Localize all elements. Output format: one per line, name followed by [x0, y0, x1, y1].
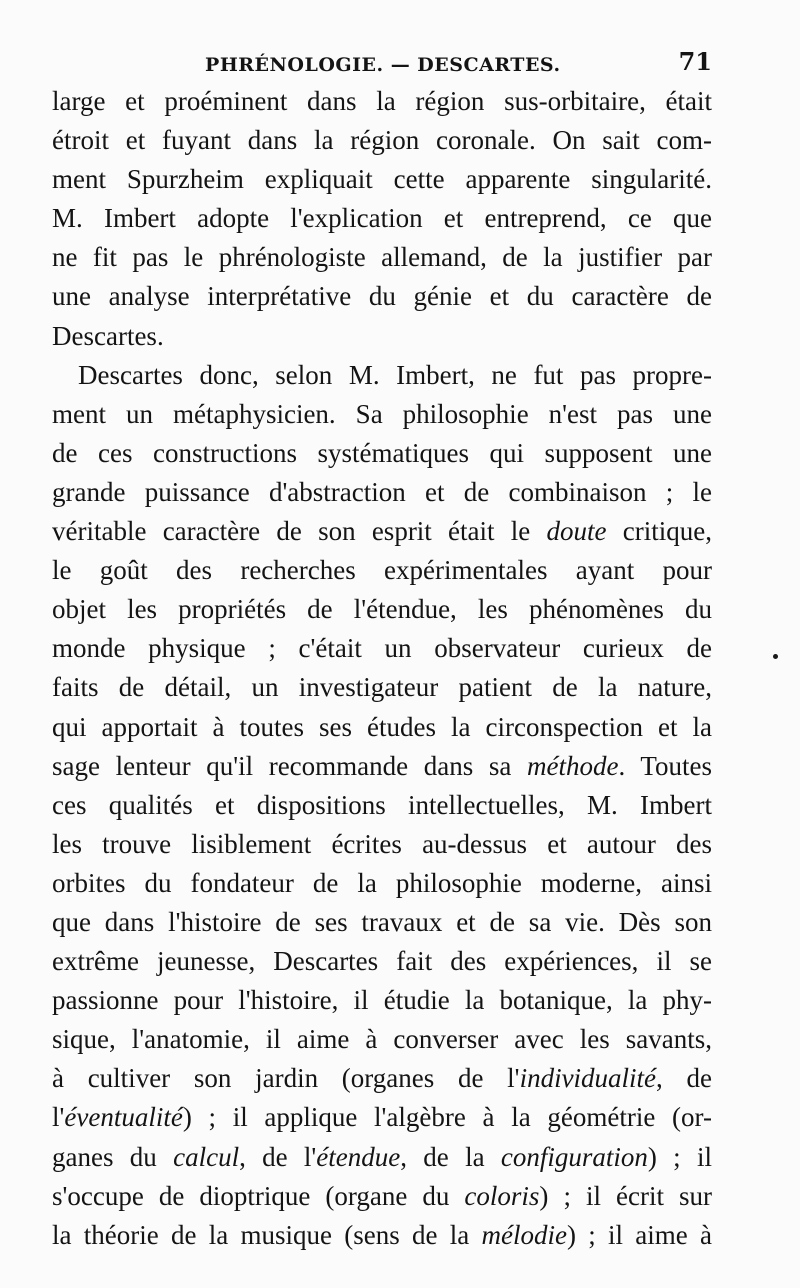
italic-term: configuration	[500, 1141, 648, 1172]
italic-term: coloris	[464, 1180, 540, 1211]
text-line	[52, 434, 712, 473]
text-run: sique, l'anatomie, il aime à converser avec les savants,	[52, 1024, 712, 1055]
text-run: que dans l'histoire de ses travaux et de sa vie. Dès son	[52, 906, 712, 937]
text-run: véritable caractère de son esprit était le	[52, 516, 547, 547]
text-line	[52, 942, 712, 981]
text-line	[52, 160, 712, 199]
text-run: ganes du	[52, 1141, 174, 1172]
text-line	[52, 82, 712, 121]
text-run: . Toutes	[618, 750, 712, 781]
italic-term: mélodie	[481, 1219, 567, 1250]
text-run: les trouve lisiblement écrites au-dessus et autour des	[52, 828, 712, 859]
text-line	[52, 395, 712, 434]
text-run: le goût des recherches expérimentales ayant pour	[52, 555, 712, 586]
running-head	[52, 42, 712, 76]
text-run: sage lenteur qu'il recommande dans sa	[52, 750, 528, 781]
text-line	[52, 590, 712, 629]
italic-term: méthode	[527, 750, 619, 781]
text-run: faits de détail, un investigateur patient de la nature,	[52, 672, 712, 703]
text-run: l'	[52, 1102, 65, 1133]
text-line	[52, 473, 712, 512]
text-line	[52, 238, 712, 277]
text-line	[52, 121, 712, 160]
text-line	[52, 1098, 712, 1137]
text-run: ne fit pas le phrénologiste allemand, de la justifier par	[52, 242, 712, 273]
italic-term: doute	[546, 516, 607, 547]
text-line	[52, 1177, 712, 1216]
text-run: monde physique ; c'était un observateur curieux de	[52, 633, 712, 664]
text-line	[52, 747, 712, 786]
text-run: objet les propriétés de l'étendue, les phénomènes du	[52, 594, 712, 625]
text-run: qui apportait à toutes ses études la circonspection et la	[52, 711, 712, 742]
text-line	[52, 551, 712, 590]
italic-term: étendue	[316, 1141, 401, 1172]
text-run: passionne pour l'histoire, il étudie la botanique, la phy-	[52, 985, 712, 1016]
ink-speck	[773, 654, 778, 659]
text-run: , de la	[400, 1141, 501, 1172]
text-line	[52, 356, 712, 395]
text-run: critique,	[606, 516, 712, 547]
text-run: à cultiver son jardin (organes de l'	[52, 1063, 520, 1094]
text-line	[52, 512, 712, 551]
text-run: M. Imbert adopte l'explication et entreprend, ce que	[52, 203, 712, 234]
text-line	[52, 1138, 712, 1177]
text-run: étroit et fuyant dans la région coronale. On sait com-	[52, 125, 712, 156]
text-line	[52, 825, 712, 864]
italic-term: éventualité	[64, 1102, 183, 1133]
text-line	[52, 708, 712, 747]
text-run: ) ; il aime à	[566, 1219, 712, 1250]
text-run: ) ; il applique l'algèbre à la géométrie (or-	[182, 1102, 712, 1133]
page-number: 71	[678, 47, 712, 76]
text-run: Descartes.	[52, 320, 164, 351]
text-run: ) ; il	[647, 1141, 712, 1172]
text-line	[52, 199, 712, 238]
text-run: Descartes donc, selon M. Imbert, ne fut pas propre-	[78, 359, 712, 390]
text-run: , de l'	[239, 1141, 317, 1172]
text-run: ment Spurzheim expliquait cette apparente singularité.	[52, 164, 712, 195]
text-line	[52, 668, 712, 707]
text-run: grande puissance d'abstraction et de combinaison ; le	[52, 476, 712, 507]
text-run: ment un métaphysicien. Sa philosophie n'est pas une	[52, 398, 712, 429]
text-line	[52, 864, 712, 903]
text-line	[52, 786, 712, 825]
italic-term: individualité	[519, 1063, 657, 1094]
running-title: PHRÉNOLOGIE. — DESCARTES.	[205, 54, 561, 76]
text-line	[52, 277, 712, 316]
text-run: orbites du fondateur de la philosophie moderne, ainsi	[52, 867, 712, 898]
text-line	[52, 981, 712, 1020]
text-run: s'occupe de dioptrique (organe du	[52, 1180, 465, 1211]
text-line	[52, 1059, 712, 1098]
text-line	[52, 317, 712, 356]
paragraph	[52, 356, 712, 1255]
text-run: , de	[656, 1063, 712, 1094]
text-run: ces qualités et dispositions intellectuelles, M. Imbert	[52, 789, 712, 820]
text-run: une analyse interprétative du génie et du caractère de	[52, 281, 712, 312]
paragraph	[52, 82, 712, 356]
italic-term: calcul	[173, 1141, 240, 1172]
text-line	[52, 903, 712, 942]
text-line	[52, 629, 712, 668]
text-run: la théorie de la musique (sens de la	[52, 1219, 482, 1250]
text-line	[52, 1216, 712, 1255]
text-run: extrême jeunesse, Descartes fait des expériences, il se	[52, 946, 712, 977]
text-line	[52, 1020, 712, 1059]
text-run: ) ; il écrit sur	[539, 1180, 712, 1211]
body-text	[52, 82, 712, 1255]
text-run: large et proéminent dans la région sus-orbitaire, était	[52, 86, 712, 116]
text-run: de ces constructions systématiques qui supposent une	[52, 437, 712, 468]
